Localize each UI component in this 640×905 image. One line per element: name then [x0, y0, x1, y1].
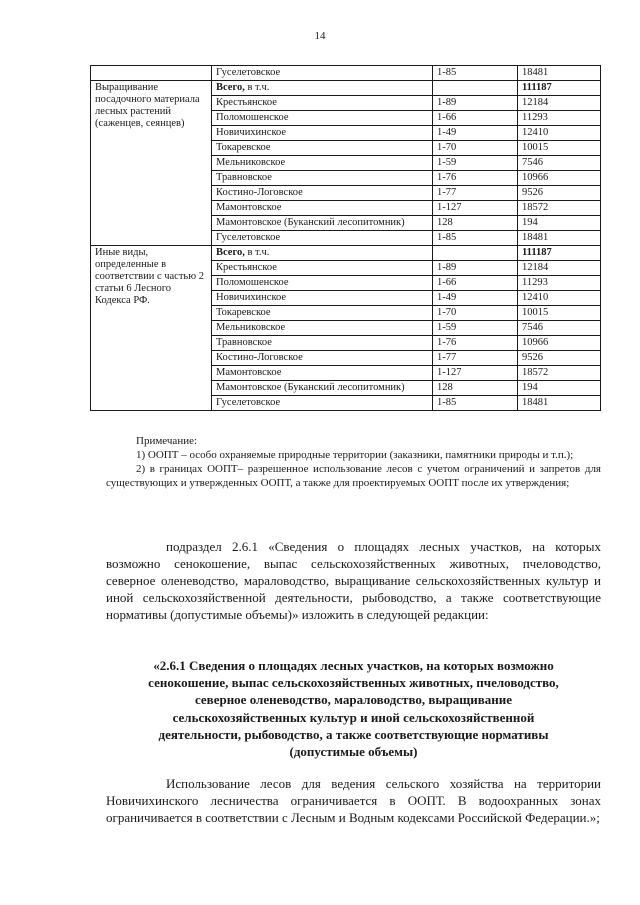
blocks-cell: 128 — [433, 381, 518, 396]
heading-line: деятельности, рыбоводство, а также соответствующие нормативы — [158, 726, 549, 742]
forestry-cell: Поломошенское — [212, 111, 433, 126]
blocks-cell: 1-85 — [433, 231, 518, 246]
heading-line: северное оленеводство, мараловодство, выращивание — [194, 692, 513, 708]
blocks-cell: 1-89 — [433, 96, 518, 111]
table-row-total — [91, 81, 601, 96]
area-cell: 11293 — [518, 276, 601, 291]
section-heading — [106, 657, 601, 760]
area-cell: 12410 — [518, 126, 601, 141]
note-item: 2) в границах ООПТ– разрешенное использование лесов с учетом ограничений и запретов для существующих и утвержденных ООПТ, а также для проектируемых ООПТ после их утверждения; — [106, 463, 601, 489]
area-cell: 10015 — [518, 141, 601, 156]
blocks-cell: 1-49 — [433, 291, 518, 306]
area-cell: 7546 — [518, 321, 601, 336]
page-number: 14 — [314, 30, 326, 42]
table-row-total — [91, 246, 601, 261]
blocks-cell: 1-49 — [433, 126, 518, 141]
total-label-rest: в т.ч. — [244, 247, 270, 258]
blocks-cell: 1-77 — [433, 351, 518, 366]
blocks-cell: 1-66 — [433, 111, 518, 126]
blocks-cell: 1-76 — [433, 171, 518, 186]
activity-cell — [91, 66, 212, 81]
forestry-cell: Мамонтовское — [212, 201, 433, 216]
amendment-paragraph: подраздел 2.6.1 «Сведения о площадях лесных участков, на которых возможно сенокошение, выпас сельскохозяйственных животных, пчеловодство, северное оленеводство, мараловодство, выращивание сельскохозяйственных культур и иной сельскохозяйственной деятельности, рыбоводство, а также соответствующие нормативы (допустимые объемы)» изложить в следующей редакции: — [106, 539, 601, 622]
notes-title: Примечание: — [136, 435, 198, 447]
area-cell: 10966 — [518, 171, 601, 186]
area-cell: 18481 — [518, 66, 601, 81]
blocks-cell: 1-77 — [433, 186, 518, 201]
area-cell: 7546 — [518, 156, 601, 171]
blocks-cell: 1-127 — [433, 201, 518, 216]
blocks-cell: 1-76 — [433, 336, 518, 351]
area-cell: 9526 — [518, 186, 601, 201]
forestry-cell: Мельниковское — [212, 156, 433, 171]
forestry-cell: Поломошенское — [212, 276, 433, 291]
area-cell: 10015 — [518, 306, 601, 321]
forestry-cell: Новичихинское — [212, 126, 433, 141]
blocks-cell: 1-59 — [433, 156, 518, 171]
total-label-bold: Всего, — [216, 82, 245, 93]
final-paragraph: Использование лесов для ведения сельского хозяйства на территории Новичихинского лесничества ограничивается в ООПТ. В водоохранных зонах ограничивается в соответствии с Лесным и Водным кодексами Российской Федерации.»; — [106, 776, 601, 825]
blocks-cell: 1-127 — [433, 366, 518, 381]
forestry-cell: Новичихинское — [212, 291, 433, 306]
area-cell: 10966 — [518, 336, 601, 351]
area-cell: 18481 — [518, 396, 601, 411]
heading-line: сельскохозяйственных культур и иной сельскохозяйственной — [172, 709, 535, 725]
forestry-cell: Токаревское — [212, 306, 433, 321]
blocks-cell: 1-85 — [433, 396, 518, 411]
total-label-bold: Всего, — [216, 247, 245, 258]
note-item: 1) ООПТ – особо охраняемые природные территории (заказники, памятники природы и т.п.); — [136, 449, 574, 461]
forestry-cell: Мельниковское — [212, 321, 433, 336]
area-cell: 18572 — [518, 366, 601, 381]
heading-line: (допустимые объемы) — [289, 744, 418, 760]
notes-block — [106, 434, 601, 490]
blocks-cell: 1-89 — [433, 261, 518, 276]
area-cell: 18572 — [518, 201, 601, 216]
activity-cell: Выращивание посадочного материала лесных растений (саженцев, сеянцев) — [91, 81, 212, 246]
area-cell: 12184 — [518, 261, 601, 276]
blocks-cell: 1-66 — [433, 276, 518, 291]
forestry-cell: Гуселетовское — [212, 231, 433, 246]
total-label-rest: в т.ч. — [244, 82, 270, 93]
activity-cell: Иные виды, определенные в соответствии с частью 2 статьи 6 Лесного Кодекса РФ. — [91, 246, 212, 411]
blocks-cell: 1-70 — [433, 141, 518, 156]
area-cell: 18481 — [518, 231, 601, 246]
forestry-cell: Гуселетовское — [212, 66, 433, 81]
blocks-cell: 128 — [433, 216, 518, 231]
blocks-cell — [433, 246, 518, 261]
table-row — [91, 66, 601, 81]
area-cell: 9526 — [518, 351, 601, 366]
blocks-cell: 1-85 — [433, 66, 518, 81]
blocks-cell: 1-70 — [433, 306, 518, 321]
blocks-cell: 1-59 — [433, 321, 518, 336]
blocks-cell — [433, 81, 518, 96]
total-area-cell: 111187 — [518, 246, 601, 261]
total-label-cell — [212, 81, 433, 96]
heading-line: «2.6.1 Сведения о площадях лесных участков, на которых возможно — [153, 658, 554, 673]
forest-area-table — [90, 65, 601, 411]
forestry-cell: Мамонтовское — [212, 366, 433, 381]
area-cell: 12410 — [518, 291, 601, 306]
area-cell: 194 — [518, 216, 601, 231]
forestry-cell: Костино-Логовское — [212, 351, 433, 366]
forestry-cell: Травновское — [212, 336, 433, 351]
forestry-cell: Токаревское — [212, 141, 433, 156]
total-label-cell — [212, 246, 433, 261]
area-cell: 11293 — [518, 111, 601, 126]
heading-line: сенокошение, выпас сельскохозяйственных животных, пчеловодство, — [148, 675, 559, 691]
forestry-cell: Крестьянское — [212, 261, 433, 276]
forestry-cell: Мамонтовское (Буканский лесопитомник) — [212, 381, 433, 396]
forestry-cell: Гуселетовское — [212, 396, 433, 411]
area-cell: 12184 — [518, 96, 601, 111]
forestry-cell: Травновское — [212, 171, 433, 186]
area-cell: 194 — [518, 381, 601, 396]
forestry-cell: Мамонтовское (Буканский лесопитомник) — [212, 216, 433, 231]
forestry-cell: Крестьянское — [212, 96, 433, 111]
forestry-cell: Костино-Логовское — [212, 186, 433, 201]
total-area-cell: 111187 — [518, 81, 601, 96]
